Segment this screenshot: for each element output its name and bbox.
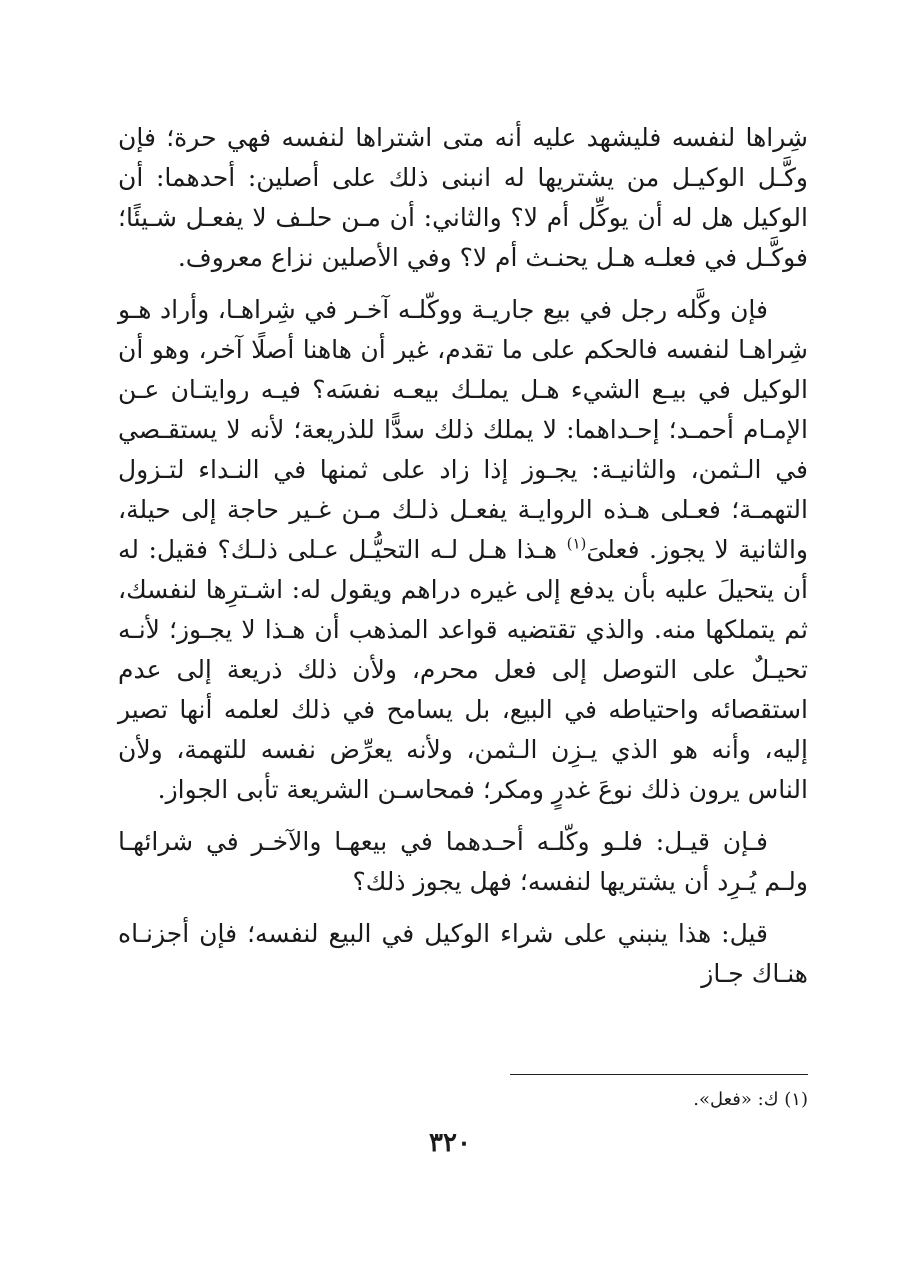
- paragraph-3: [118, 822, 808, 902]
- paragraph-4: [118, 914, 808, 994]
- paragraph-2-text-part-1: فإن وكَّله رجل في بيع جاريـة ووكّلـه آخـر في شِراهـا، وأراد هـو شِراهـا لنفسه فالحكم على ما تقدم، غير أن هاهنا أصلًا آخر، وهو أن الوكيل في بيـع الشيء هـل يملـك بيعـه نفسَه؟ فيـه روايتـان عـن الإمـام أحمـد؛ إحـداهما: لا يملك ذلك سدًّا للذريعة؛ لأنه لا يستقـصي في الـثمن، والثانيـة: يجـوز إذا زاد على ثمنها في النـداء لتـزول التهمـة؛ فعـلى هـذه الروايـة يفعـل ذلـك مـن غـير حاجة إلى حيلة، والثانية لا يجوز. فعلىَ: [118, 295, 808, 564]
- footnote-reference[interactable]: (١): [566, 534, 587, 553]
- footnote-text: (١) ك: «فعل».: [693, 1089, 808, 1110]
- footnote-separator: [510, 1074, 808, 1075]
- main-text: [118, 118, 808, 1006]
- paragraph-2: [118, 290, 808, 810]
- paragraph-4-text: قيل: هذا ينبني على شراء الوكيل في البيع لنفسه؛ فإن أجزنـاه هنـاك جـاز: [118, 919, 808, 988]
- footnote: [408, 1086, 808, 1114]
- paragraph-1-text: شِراها لنفسه فليشهد عليه أنه متى اشتراها لنفسه فهي حرة؛ فإن وكَّـل الوكيـل من يشتريها له انبنى ذلك على أصلين: أحدهما: أن الوكيل هل له أن يوكِّل أم لا؟ والثاني: أن مـن حلـف لا يفعـل شـيئًا؛ فوكَّـل في فعلـه هـل يحنـث أم لا؟ وفي الأصلين نزاع معروف.: [118, 123, 808, 272]
- page-number: ٣٢٠: [429, 1128, 471, 1158]
- paragraph-3-text: فـإن قيـل: فلـو وكّلـه أحـدهما في بيعهـا والآخـر في شرائهـا ولـم يُـرِد أن يشتريها لنفسه؛ فهل يجوز ذلك؟: [118, 827, 808, 896]
- paragraph-2-text-part-2: هـذا هـل لـه التحيُّـل عـلى ذلـك؟ فقيل: له أن يتحيلَ عليه بأن يدفع إلى غيره دراهم ويقول له: اشـترِها لنفسك، ثم يتملكها منه. والذي تقتضيه قواعد المذهب أن هـذا لا يجـوز؛ لأنـه تحيـلٌ على التوصل إلى فعل محرم، ولأن ذلك ذريعة إلى عدم استقصائه واحتياطه في البيع، بل يسامح في ذلك لعلمه أنها تصير إليه، وأنه هو الذي يـزِن الـثمن، ولأنه يعرِّض نفسه للتهمة، ولأن الناس يرون ذلك نوعَ غدرٍ ومكر؛ فمحاسـن الشريعة تأبى الجواز.: [118, 535, 808, 804]
- paragraph-1: [118, 118, 808, 278]
